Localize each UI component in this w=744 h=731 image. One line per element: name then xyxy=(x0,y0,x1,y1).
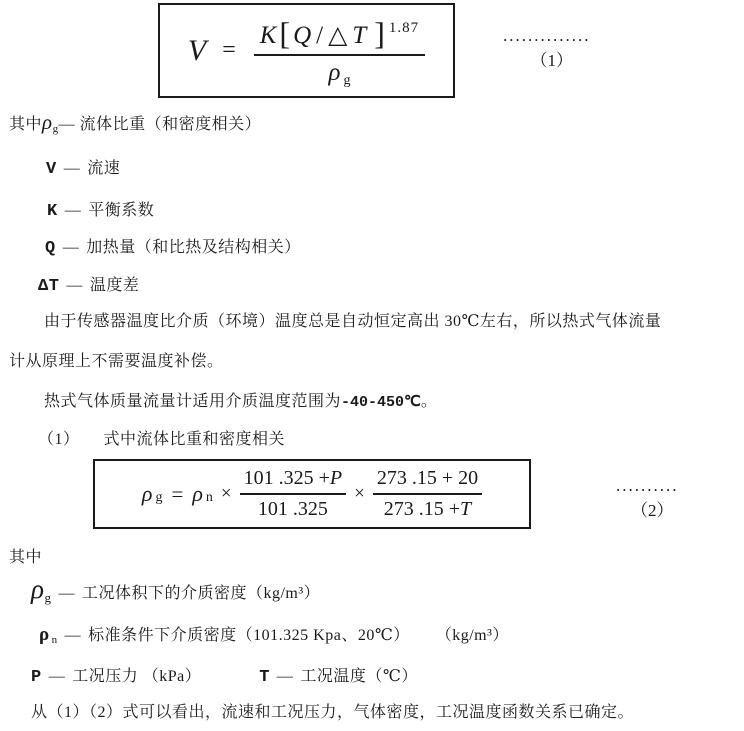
dash: — xyxy=(276,668,294,685)
dash: — xyxy=(66,277,83,294)
paragraph-3-number: （1） xyxy=(38,431,80,448)
section-2-heading: 其中 xyxy=(9,549,43,566)
temperature-range: -40-450℃ xyxy=(341,394,421,411)
term-k xyxy=(47,197,154,221)
formula-2 xyxy=(142,467,482,521)
paragraph-2-suffix: 。 xyxy=(420,393,438,410)
symbol-k: K xyxy=(47,202,58,221)
paragraph-2-prefix: 热式气体质量流量计适用介质温度范围为 xyxy=(44,393,342,410)
var-t: T xyxy=(460,498,472,520)
dash: — xyxy=(64,202,82,219)
term-v-desc: 流速 xyxy=(87,160,121,177)
var-rho-n: ρ xyxy=(192,481,203,506)
def-rho-n-desc: 标准条件下介质密度（101.325 Kpa、20℃） xyxy=(88,627,410,644)
bracket-close: ] xyxy=(374,15,385,51)
term-q xyxy=(45,234,301,258)
paragraph-1-line-1: 由于传感器温度比介质（环境）温度总是自动恒定高出 30℃左右，所以热式气体流量 xyxy=(44,313,662,330)
dash: — xyxy=(48,668,66,685)
multiply-sign: × xyxy=(354,483,365,504)
def-rho-g xyxy=(31,574,320,605)
paragraph-2 xyxy=(44,388,437,411)
rho-n-subscript: n xyxy=(51,634,58,646)
pressure-fraction xyxy=(240,467,347,521)
symbol-v: V xyxy=(46,160,57,179)
intro-prefix: 其中 xyxy=(9,116,43,133)
var-p: P xyxy=(329,467,343,489)
formula-1-lhs: V xyxy=(187,33,207,67)
fraction-bar xyxy=(240,493,347,495)
paragraph-1-line-2: 计从原理上不需要温度补偿。 xyxy=(9,353,224,370)
exponent: 1.87 xyxy=(388,20,420,36)
formula-1-box xyxy=(158,3,455,98)
rho-g-subscript: g xyxy=(44,590,52,605)
symbol-p: P xyxy=(31,668,42,687)
delta-triangle: △ xyxy=(328,22,348,49)
slash: / xyxy=(316,22,324,49)
intro-desc: 流体比重（和密度相关） xyxy=(79,116,262,133)
rho-n-symbol: ρ xyxy=(39,624,50,645)
temperature-denominator xyxy=(380,498,475,521)
dash: — xyxy=(58,116,76,133)
formula-1-numerator xyxy=(254,14,425,51)
var-rho-g: ρ xyxy=(141,481,153,506)
term-q-desc: 加热量（和比热及结构相关） xyxy=(86,239,301,256)
pressure-numerator xyxy=(240,467,347,490)
dash: — xyxy=(63,160,81,177)
def-p-t xyxy=(31,663,418,687)
var-rho: ρ xyxy=(328,59,341,86)
temperature-numerator: 273 .15 + 20 xyxy=(376,467,479,489)
def-rho-n xyxy=(39,622,509,646)
formula-1-equals: = xyxy=(222,37,236,63)
equation-1-label xyxy=(503,26,591,71)
symbol-delta-t: ΔT xyxy=(38,277,60,296)
dash: — xyxy=(64,627,82,644)
intro-line xyxy=(9,110,261,135)
bracket-open: [ xyxy=(279,15,291,51)
fraction-bar xyxy=(254,54,425,56)
temperature-den-text: 273 .15 + xyxy=(383,498,461,520)
symbol-q: Q xyxy=(45,239,56,258)
equation-number: （2） xyxy=(631,501,674,520)
temperature-fraction xyxy=(373,467,482,521)
dash: — xyxy=(58,585,75,602)
def-t-desc: 工况温度（℃） xyxy=(300,668,418,685)
pressure-num-text: 101 .325 + xyxy=(243,467,330,489)
paragraph-3-text: 式中流体比重和密度相关 xyxy=(103,431,286,448)
formula-2-box xyxy=(93,459,531,529)
rho-g-subscript: g xyxy=(52,123,59,135)
dots-leader: .............. xyxy=(503,26,591,45)
rho-g-subscript: g xyxy=(155,490,163,505)
equals: = xyxy=(171,481,184,506)
var-q: Q xyxy=(293,22,312,49)
formula-1-denominator xyxy=(328,59,350,87)
pressure-denominator: 101 .325 xyxy=(257,498,328,520)
dash: — xyxy=(62,239,80,256)
def-rho-n-unit: （kg/m³） xyxy=(435,627,509,644)
paragraph-3 xyxy=(38,426,285,449)
term-delta-t xyxy=(38,272,139,296)
rho-subscript: g xyxy=(343,73,351,88)
symbol-t: T xyxy=(259,668,270,687)
term-v xyxy=(46,155,120,179)
rho-g-symbol: ρ xyxy=(42,110,53,134)
conclusion-line: 从（1）（2）式可以看出，流速和工况压力，气体密度，工况温度函数关系已确定。 xyxy=(31,704,635,721)
multiply-sign: × xyxy=(220,483,232,504)
fraction-bar xyxy=(373,493,482,495)
dots-leader: .......... xyxy=(616,476,679,495)
term-k-desc: 平衡系数 xyxy=(88,202,155,219)
def-p-desc: 工况压力 （kPa） xyxy=(72,668,202,685)
def-rho-g-desc: 工况体积下的介质密度（kg/m³） xyxy=(81,585,321,602)
rho-n-subscript: n xyxy=(205,490,213,505)
equation-2-label xyxy=(616,476,679,521)
term-delta-t-desc: 温度差 xyxy=(89,277,140,294)
var-t: T xyxy=(352,22,367,49)
rho-g-symbol: ρ xyxy=(31,574,45,604)
formula-1-fraction xyxy=(254,14,425,87)
var-k: K xyxy=(259,22,277,49)
equation-number: （1） xyxy=(530,51,573,70)
